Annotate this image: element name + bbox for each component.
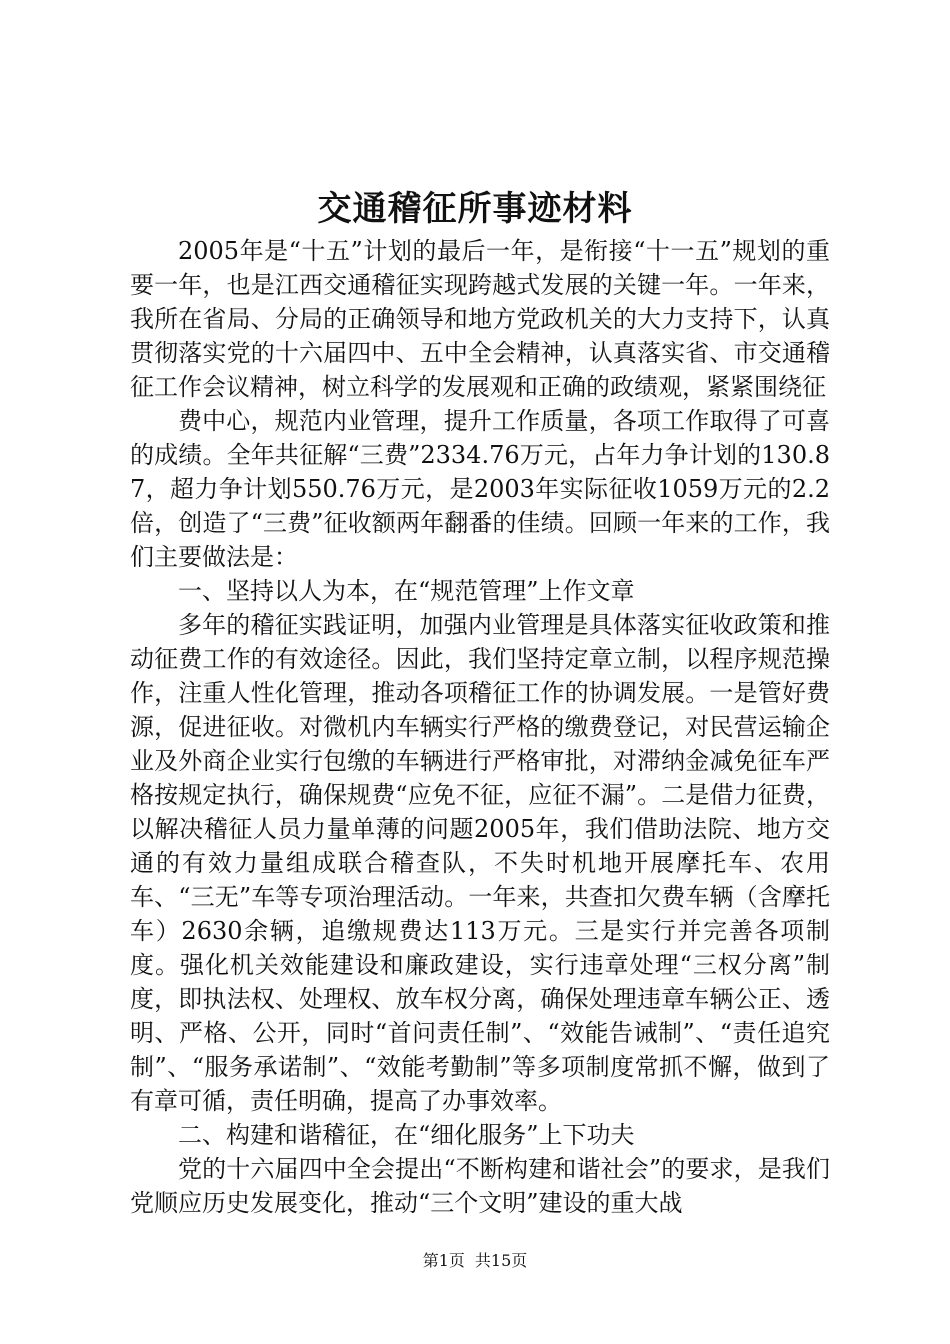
paragraph-intro: 2005年是“十五”计划的最后一年，是衔接“十一五”规划的重要一年，也是江西交通稽征实现跨越式发展的关键一年。一年来，我所在省局、分局的正确领导和地方党政机关的大力支持下，认真贯彻落实党的十六届四中、五中全会精神，认真落实省、市交通稽征工作会议精神，树立科学的发展观和正确的政绩观，紧紧围绕征: [130, 237, 830, 401]
document-body: [130, 234, 830, 1220]
page-footer: [0, 1250, 950, 1272]
paragraph-results: 费中心，规范内业管理，提升工作质量，各项工作取得了可喜的成绩。全年共征解“三费”2334.76万元，占年力争计划的130.87，超力争计划550.76万元，是2003年实际征收1059万元的2.2倍，创造了“三费”征收额两年翻番的佳绩。回顾一年来的工作，我们主要做法是：: [130, 407, 830, 571]
section-heading-2: 二、构建和谐稽征，在“细化服务”上下功夫: [178, 1121, 635, 1149]
section-heading-1: 一、坚持以人为本，在“规范管理”上作文章: [178, 577, 635, 605]
page-total: 共15页: [474, 1251, 528, 1270]
paragraph-management: 多年的稽征实践证明，加强内业管理是具体落实征收政策和推动征费工作的有效途径。因此，我们坚持定章立制，以程序规范操作，注重人性化管理，推动各项稽征工作的协调发展。一是管好费源，促进征收。对微机内车辆实行严格的缴费登记，对民营运输企业及外商企业实行包缴的车辆进行严格审批，对滞纳金减免征车严格按规定执行，确保规费“应免不征，应征不漏”。二是借力征费，以解决稽征人员力量单薄的问题2005年，我们借助法院、地方交通的有效力量组成联合稽查队，不失时机地开展摩托车、农用车、“三无”车等专项治理活动。一年来，共查扣欠费车辆（含摩托车）2630余辆，追缴规费达113万元。三是实行并完善各项制度。强化机关效能建设和廉政建设，实行违章处理“三权分离”制度，即执法权、处理权、放车权分离，确保处理违章车辆公正、透明、严格、公开，同时“首问责任制”、“效能告诫制”、“责任追究制”、“服务承诺制”、“效能考勤制”等多项制度常抓不懈，做到了有章可循，责任明确，提高了办事效率。: [130, 611, 830, 1115]
document-title: 交通稽征所事迹材料: [317, 189, 633, 229]
page-number: 第1页: [422, 1251, 465, 1270]
paragraph-harmony: 党的十六届四中全会提出“不断构建和谐社会”的要求，是我们党顺应历史发展变化，推动“三个文明”建设的重大战: [130, 1155, 830, 1217]
